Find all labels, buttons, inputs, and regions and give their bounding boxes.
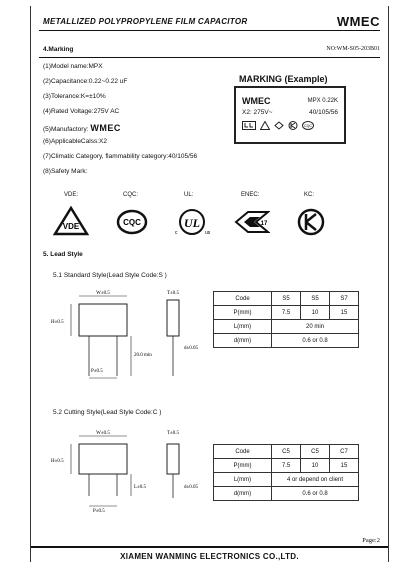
cutting-style-drawing (49, 426, 219, 516)
table-cell: 20 min (272, 320, 359, 334)
table-cell: 15 (330, 459, 359, 473)
table-header-cell: S7 (330, 292, 359, 306)
table-header-cell: Code (214, 292, 272, 306)
table-row (214, 473, 359, 487)
table-row (214, 292, 359, 306)
marking-item: (1)Model name:MPX (43, 63, 103, 70)
svg-text:P±0.5: P±0.5 (93, 509, 105, 514)
company-logo: WMEC (336, 14, 380, 29)
cutting-style-table (213, 444, 359, 501)
page-number: Page:2 (362, 537, 380, 544)
table-cell: L(mm) (214, 320, 272, 334)
svg-text:17: 17 (260, 221, 268, 227)
svg-text:L±0.5: L±0.5 (134, 485, 147, 490)
ul-small-icon (242, 121, 256, 130)
svg-text:d±0.05: d±0.05 (184, 346, 198, 351)
cutting-style-title: 5.2 Cutting Style(Lead Style Code:C ) (53, 409, 162, 416)
svg-text:us: us (205, 230, 211, 236)
safety-mark-label: KC: (304, 192, 315, 198)
marking-item: (7)Climatic Category, flammability category:40/105/56 (43, 153, 198, 160)
marking-example-title: MARKING (Example) (239, 74, 328, 84)
table-header-cell: Code (214, 445, 272, 459)
kc-small-icon (288, 121, 298, 130)
marking-item: (2)Capacitance:0.22~0.22 uF (43, 78, 128, 85)
document-page (30, 6, 389, 562)
marking-item: (6)ApplicableCalss:X2 (43, 138, 107, 145)
table-cell: 7.5 (272, 459, 301, 473)
standard-style-title: 5.1 Standard Style(Lead Style Code:S ) (53, 272, 167, 279)
table-cell: 10 (301, 459, 330, 473)
standard-style-table (213, 291, 359, 348)
table-header-cell: S5 (301, 292, 330, 306)
table-row (214, 487, 359, 501)
section-marking-heading: 4.Marking (43, 46, 74, 53)
table-cell: P(mm) (214, 459, 272, 473)
safety-mark-label: CQC: (123, 192, 138, 198)
table-cell: d(mm) (214, 334, 272, 348)
standard-style-drawing (49, 286, 219, 386)
table-cell: 4 or depend on client (272, 473, 359, 487)
table-cell: 15 (330, 306, 359, 320)
footer-rule (31, 546, 388, 548)
svg-text:H±0.5: H±0.5 (51, 459, 64, 464)
table-header-cell: S5 (272, 292, 301, 306)
vde-small-icon (260, 121, 270, 130)
marking-example-category: 40/105/56 (309, 109, 338, 116)
table-cell: 0.6 or 0.8 (272, 487, 359, 501)
ul-mark-icon (171, 208, 213, 236)
cqc-mark-icon (116, 209, 148, 235)
cqc-small-icon (302, 121, 314, 130)
marking-item: (4)Rated Voltage:275V AC (43, 108, 120, 115)
safety-mark-label: UL: (184, 192, 194, 198)
vde-mark-icon (53, 206, 89, 236)
table-cell: 7.5 (272, 306, 301, 320)
table-cell: 0.6 or 0.8 (272, 334, 359, 348)
svg-text:20.0 min: 20.0 min (134, 353, 152, 358)
marking-example-model: MPX 0.22K (307, 98, 338, 104)
safety-mark-label: ENEC: (241, 192, 260, 198)
table-cell: P(mm) (214, 306, 272, 320)
manufactory-logo: WMEC (90, 123, 121, 133)
svg-text:W±0.5: W±0.5 (96, 431, 110, 436)
svg-text:H±0.5: H±0.5 (51, 320, 64, 325)
marking-item: (3)Tolerance:K=±10% (43, 93, 106, 100)
table-header-cell: C7 (330, 445, 359, 459)
marking-item: (8)Safety Mark: (43, 168, 88, 175)
marking-example-box (234, 86, 346, 144)
svg-text:T±0.5: T±0.5 (166, 291, 180, 296)
table-row (214, 320, 359, 334)
section-lead-heading: 5. Lead Style (43, 251, 83, 258)
marking-example-marks (242, 121, 314, 130)
table-row (214, 306, 359, 320)
document-number: NO:WM-S05-203B01 (326, 46, 380, 52)
table-row (214, 445, 359, 459)
document-title: METALLIZED POLYPROPYLENE FILM CAPACITOR (43, 17, 248, 26)
marking-item: (5)Manufactory: WMEC (43, 123, 121, 133)
marking-example-voltage: X2: 275V~ (242, 109, 273, 116)
svg-text:d±0.05: d±0.05 (184, 485, 198, 490)
enec-mark-icon (234, 210, 270, 234)
table-header-cell: C5 (301, 445, 330, 459)
table-header-cell: C5 (272, 445, 301, 459)
safety-mark-label: VDE: (64, 192, 79, 198)
company-name: XIAMEN WANMING ELECTRONICS CO.,LTD. (120, 552, 299, 561)
table-row (214, 334, 359, 348)
svg-text:CQC: CQC (304, 124, 312, 128)
section-rule (39, 57, 380, 58)
svg-text:CQC: CQC (123, 218, 141, 227)
svg-text:P±0.5: P±0.5 (91, 369, 103, 374)
kc-mark-icon (297, 208, 325, 236)
svg-text:T±0.5: T±0.5 (166, 431, 180, 436)
marking-example-logo: WMEC (242, 96, 271, 106)
svg-text:c: c (175, 230, 178, 236)
header-rule (39, 30, 380, 31)
enec-small-icon (274, 121, 284, 130)
svg-text:VDE: VDE (62, 222, 80, 231)
table-row (214, 459, 359, 473)
svg-text:UL: UL (184, 216, 200, 230)
svg-text:W±0.5: W±0.5 (96, 291, 110, 296)
table-cell: d(mm) (214, 487, 272, 501)
table-cell: 10 (301, 306, 330, 320)
table-cell: L(mm) (214, 473, 272, 487)
